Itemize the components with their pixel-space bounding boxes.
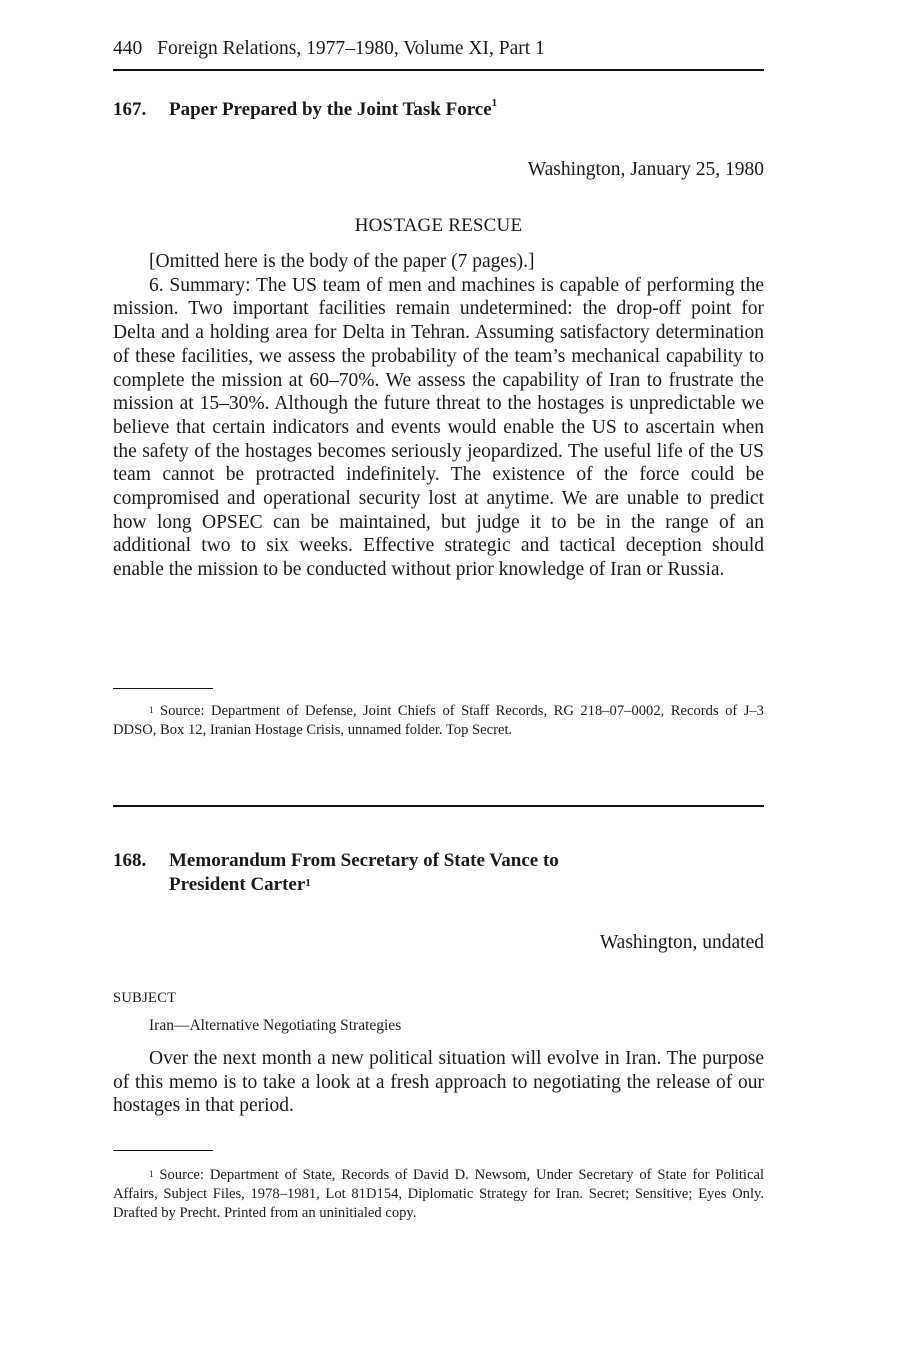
doc-167-dateline: Washington, January 25, 1980: [527, 159, 764, 180]
doc-168-subject-label: SUBJECT: [113, 990, 177, 1006]
doc-167-center-title: HOSTAGE RESCUE: [354, 215, 523, 236]
doc-167-body: [113, 250, 764, 582]
footnote-rule-2: [113, 1150, 213, 1151]
doc-167-footnote-marker: 1: [149, 705, 154, 715]
doc-167-summary: 6. Summary: The US team of men and machines is capable of performing the mission. Two important facilities remain undetermined: the drop-off point for Delta and a holding area for Delta in Tehran. Assuming satisfactory determination of these facilities, we assess the probability of the team’s mechanical capability to complete the mission at 60–70%. We assess the capability of Iran to frustrate the mission at 15–30%. Although the future threat to the hostages is unpredictable we believe that certain indicators and events would enable the US to ascertain when the safety of the hostages becomes seriously jeopardized. The useful life of the US team cannot be protracted indefinitely. The existence of the force could be compromised and operational security lost at anytime. We are unable to predict how long OPSEC can be maintained, but judge it to be in the range of an additional two to six weeks. Effective strategic and tactical deception should enable the mission to be conducted without prior knowledge of Iran or Russia.: [113, 274, 764, 581]
doc-167-footnote: [113, 702, 764, 740]
doc-168-dateline: Washington, undated: [599, 932, 764, 953]
doc-168-footnote-text: Source: Department of State, Records of David D. Newsom, Under Secretary of State for Political Affairs, Subject Files, 1978–1981, Lot 81D154, Diplomatic Strategy for Iran. Secret; Sensitive; Eyes Only. Drafted by Precht. Printed from an uninitialed copy.: [113, 1167, 764, 1221]
page-number: 440: [113, 38, 143, 59]
doc-167-title: Paper Prepared by the Joint Task Force: [169, 99, 492, 120]
document-separator-rule: [113, 805, 764, 807]
doc-167-heading: [113, 99, 497, 121]
footnote-rule: [113, 688, 213, 689]
doc-168-title-line2: President Carter: [169, 874, 306, 895]
running-title: Foreign Relations, 1977–1980, Volume XI, Part 1: [157, 38, 545, 59]
running-header: [113, 38, 545, 60]
doc-168-heading: [113, 849, 559, 897]
doc-168-number: 168.: [113, 850, 147, 871]
doc-168-body: [113, 1047, 764, 1118]
doc-168-subject: Iran—Alternative Negotiating Strategies: [149, 1017, 402, 1034]
doc-168-title-line1: Memorandum From Secretary of State Vance to: [169, 850, 559, 871]
doc-167-number: 167.: [113, 99, 147, 120]
doc-167-omitted-note: [Omitted here is the body of the paper (7 pages).]: [149, 251, 535, 272]
header-rule: [113, 69, 764, 71]
doc-168-footnote-marker: 1: [149, 1169, 154, 1179]
doc-168-body-text: Over the next month a new political situation will evolve in Iran. The purpose of this memo is to take a look at a fresh approach to negotiating the release of our hostages in that period.: [113, 1048, 764, 1117]
doc-168-footnote: [113, 1166, 764, 1223]
doc-167-footnote-ref: 1: [491, 97, 498, 109]
doc-167-footnote-text: Source: Department of Defense, Joint Chiefs of Staff Records, RG 218–07–0002, Records of J–3 DDSO, Box 12, Iranian Hostage Crisis, unnamed folder. Top Secret.: [113, 703, 764, 738]
doc-168-footnote-ref: 1: [305, 877, 311, 889]
